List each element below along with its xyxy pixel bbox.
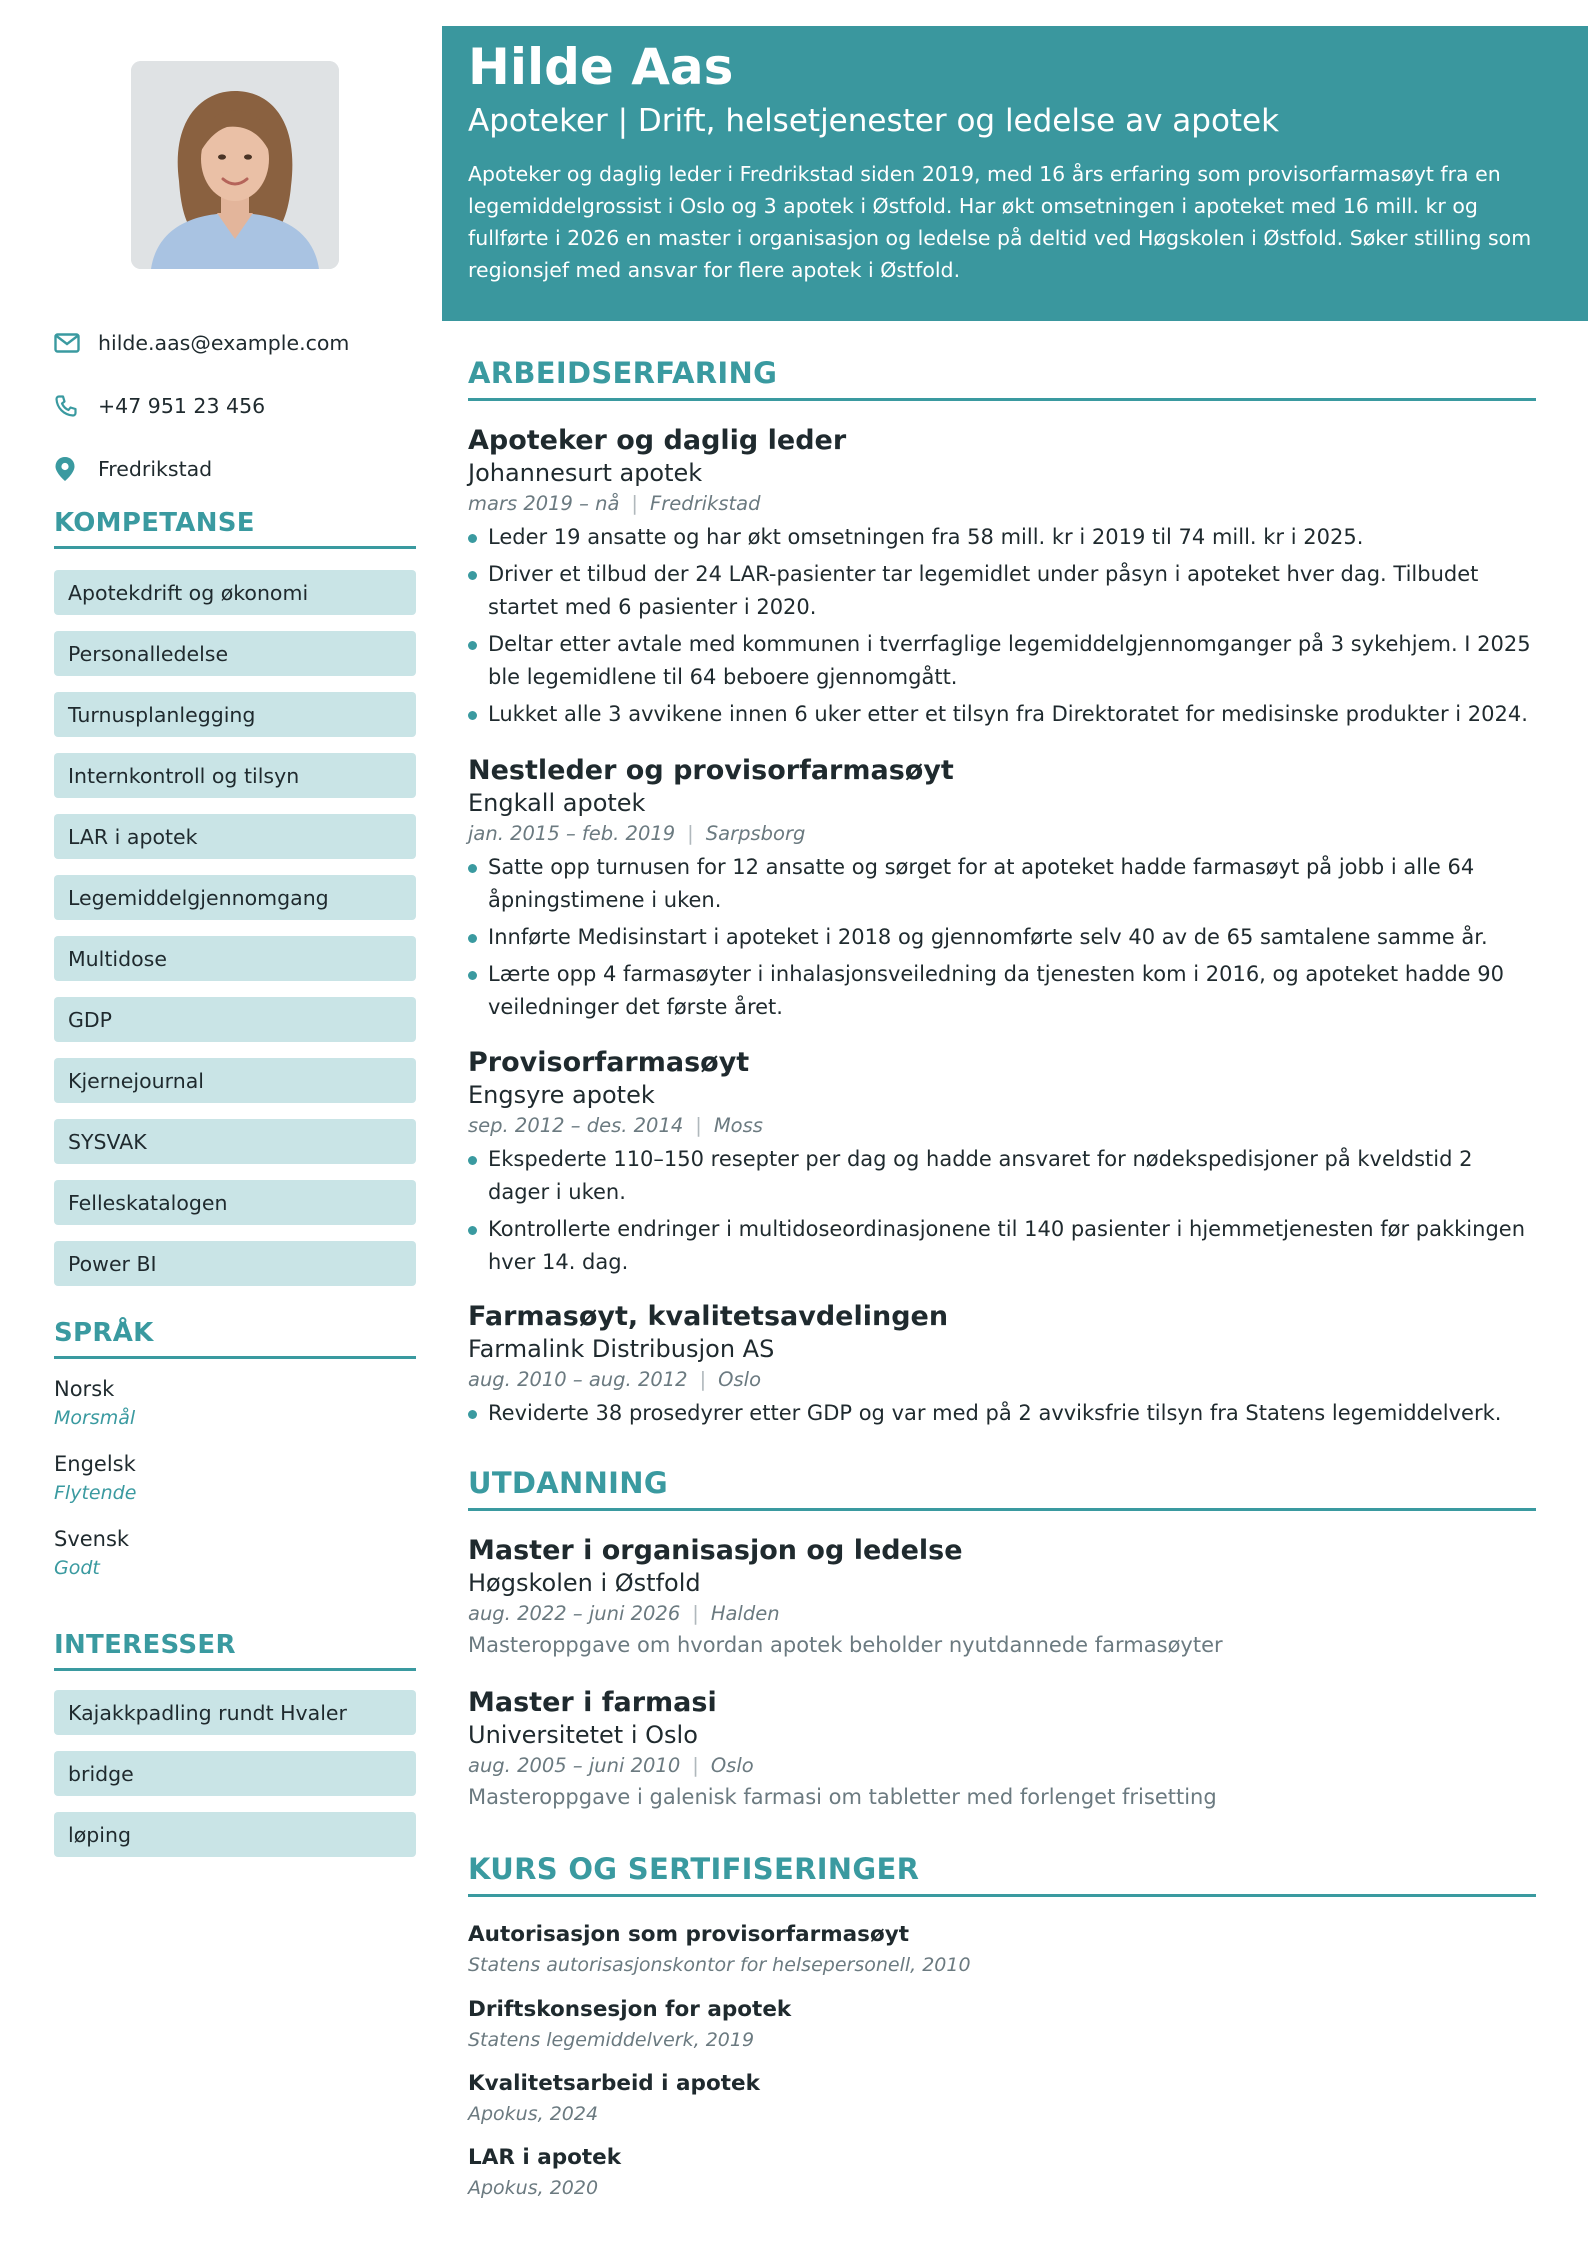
competence-chip: Turnusplanlegging <box>54 692 416 737</box>
education-entry <box>468 1534 1536 1661</box>
competence-chip: Apotekdrift og økonomi <box>54 570 416 615</box>
education-meta: aug. 2005 – juni 2010 | Oslo <box>468 1754 754 1777</box>
contact-email[interactable] <box>54 311 416 374</box>
course-item <box>468 1995 1536 2055</box>
list-item: Satte opp turnusen for 12 ansatte og sørget for at apoteket hadde farmasøyt på jobb i alle 64 åpningstimene i uken. <box>468 851 1536 917</box>
language-level: Flytende <box>54 1482 137 1504</box>
job-title: Provisorfarmasøyt <box>468 1047 750 1078</box>
location-text: Fredrikstad <box>98 456 213 481</box>
competence-heading: KOMPETANSE <box>54 508 416 549</box>
job-entry <box>468 754 1536 1028</box>
interest-list <box>54 1690 416 1873</box>
job-bullets <box>468 851 1536 1024</box>
interest-chip: løping <box>54 1812 416 1857</box>
job-place: Fredrikstad <box>649 492 761 515</box>
education-period: aug. 2005 – juni 2010 <box>468 1754 681 1777</box>
course-title: Autorisasjon som provisorfarmasøyt <box>468 1922 910 1947</box>
language-item <box>54 1452 416 1527</box>
education-entry <box>468 1686 1536 1813</box>
language-level: Morsmål <box>54 1407 136 1429</box>
education-title: Master i organisasjon og ledelse <box>468 1535 963 1566</box>
job-period: aug. 2010 – aug. 2012 <box>468 1368 688 1391</box>
competence-chip: LAR i apotek <box>54 814 416 859</box>
mail-icon <box>54 333 98 353</box>
job-place: Sarpsborg <box>705 822 806 845</box>
job-place: Oslo <box>718 1368 762 1391</box>
education-description: Masteroppgave om hvordan apotek beholder nyutdannede farmasøyter <box>468 1633 1223 1657</box>
competence-chip: Legemiddelgjennomgang <box>54 875 416 920</box>
email-text: hilde.aas@example.com <box>98 330 350 355</box>
contact-phone[interactable] <box>54 374 416 437</box>
competence-chip: Power BI <box>54 1241 416 1286</box>
job-employer: Farmalink Distribusjon AS <box>468 1335 775 1363</box>
job-title: Nestleder og provisorfarmasøyt <box>468 755 954 786</box>
profile-summary: Apoteker og daglig leder i Fredrikstad siden 2019, med 16 års erfaring som provisorfarmasøyt fra en legemiddelgrossist i Oslo og 3 apotek i Østfold. Har økt omsetningen i apoteket med 16 mill. kr og fullførte i 2026 en master i organisasjon og ledelse på deltid ved Høgskolen i Østfold. Søker stilling som regionsjef med ansvar for flere apotek i Østfold. <box>468 162 1532 283</box>
list-item: Ekspederte 110–150 resepter per dag og hadde ansvaret for nødekspedisjoner på kveldstid 2 dager i uken. <box>468 1143 1536 1209</box>
courses-heading: KURS OG SERTIFISERINGER <box>468 1852 1536 1897</box>
candidate-role: Apoteker | Drift, helsetjenester og ledelse av apotek <box>468 103 1280 139</box>
language-list <box>54 1377 416 1602</box>
list-item: Lærte opp 4 farmasøyter i inhalasjonsveiledning da tjenesten kom i 2016, og apoteket hadde 90 veiledninger det første året. <box>468 958 1536 1024</box>
job-period: jan. 2015 – feb. 2019 <box>468 822 676 845</box>
course-title: LAR i apotek <box>468 2145 622 2170</box>
competence-chip: Multidose <box>54 936 416 981</box>
list-item: Innførte Medisinstart i apoteket i 2018 og gjennomførte selv 40 av de 65 samtalene samme år. <box>468 921 1536 954</box>
competence-list <box>54 570 416 1302</box>
language-name: Svensk <box>54 1527 130 1551</box>
competence-chip: Personalledelse <box>54 631 416 676</box>
course-source: Apokus, 2020 <box>468 2177 599 2199</box>
language-item <box>54 1377 416 1452</box>
phone-icon <box>54 394 98 418</box>
interest-chip: Kajakkpadling rundt Hvaler <box>54 1690 416 1735</box>
language-item <box>54 1527 416 1602</box>
languages-heading: SPRÅK <box>54 1318 416 1359</box>
course-title: Kvalitetsarbeid i apotek <box>468 2071 760 2096</box>
job-meta: mars 2019 – nå | Fredrikstad <box>468 492 761 515</box>
job-meta: jan. 2015 – feb. 2019 | Sarpsborg <box>468 822 806 845</box>
course-source: Statens autorisasjonskontor for helsepersonell, 2010 <box>468 1954 971 1976</box>
job-employer: Engkall apotek <box>468 789 646 817</box>
contact-list <box>54 311 416 500</box>
competence-chip: GDP <box>54 997 416 1042</box>
job-bullets <box>468 1143 1536 1279</box>
candidate-name: Hilde Aas <box>468 38 734 96</box>
job-entry <box>468 1300 1536 1434</box>
job-meta: aug. 2010 – aug. 2012 | Oslo <box>468 1368 762 1391</box>
interest-chip: bridge <box>54 1751 416 1796</box>
competence-chip: Internkontroll og tilsyn <box>54 753 416 798</box>
job-bullets <box>468 521 1536 731</box>
education-heading: UTDANNING <box>468 1466 1536 1511</box>
course-item <box>468 2069 1536 2129</box>
competence-chip: SYSVAK <box>54 1119 416 1164</box>
job-employer: Johannesurt apotek <box>468 459 703 487</box>
contact-location <box>54 437 416 500</box>
job-bullets <box>468 1397 1536 1430</box>
language-level: Godt <box>54 1557 100 1579</box>
job-period: sep. 2012 – des. 2014 <box>468 1114 684 1137</box>
job-period: mars 2019 – nå <box>468 492 620 515</box>
job-place: Moss <box>713 1114 763 1137</box>
experience-heading: ARBEIDSERFARING <box>468 356 1536 401</box>
education-place: Halden <box>710 1602 780 1625</box>
profile-photo <box>131 61 339 269</box>
location-pin-icon <box>54 456 98 482</box>
list-item: Lukket alle 3 avvikene innen 6 uker etter et tilsyn fra Direktoratet for medisinske produkter i 2024. <box>468 698 1536 731</box>
course-item <box>468 1920 1536 1980</box>
list-item: Leder 19 ansatte og har økt omsetningen fra 58 mill. kr i 2019 til 74 mill. kr i 2025. <box>468 521 1536 554</box>
education-meta: aug. 2022 – juni 2026 | Halden <box>468 1602 780 1625</box>
competence-chip: Kjernejournal <box>54 1058 416 1103</box>
phone-text: +47 951 23 456 <box>98 393 266 418</box>
education-period: aug. 2022 – juni 2026 <box>468 1602 681 1625</box>
list-item: Deltar etter avtale med kommunen i tverrfaglige legemiddelgjennomganger på 3 sykehjem. I 2025 ble legemidlene til 64 beboere gjennomgått. <box>468 628 1536 694</box>
course-title: Driftskonsesjon for apotek <box>468 1997 792 2022</box>
education-school: Høgskolen i Østfold <box>468 1569 701 1597</box>
course-source: Apokus, 2024 <box>468 2103 599 2125</box>
interests-heading: INTERESSER <box>54 1630 416 1671</box>
competence-chip: Felleskatalogen <box>54 1180 416 1225</box>
education-place: Oslo <box>710 1754 754 1777</box>
education-school: Universitetet i Oslo <box>468 1721 698 1749</box>
list-item: Reviderte 38 prosedyrer etter GDP og var med på 2 avviksfrie tilsyn fra Statens legemiddelverk. <box>468 1397 1536 1430</box>
list-item: Driver et tilbud der 24 LAR-pasienter tar legemidlet under påsyn i apoteket hver dag. Tilbudet startet med 6 pasienter i 2020. <box>468 558 1536 624</box>
job-title: Farmasøyt, kvalitetsavdelingen <box>468 1301 949 1332</box>
list-item: Kontrollerte endringer i multidoseordinasjonene til 140 pasienter i hjemmetjenesten før pakkingen hver 14. dag. <box>468 1213 1536 1279</box>
header-banner <box>442 26 1588 321</box>
language-name: Engelsk <box>54 1452 136 1476</box>
job-entry <box>468 1046 1536 1283</box>
course-source: Statens legemiddelverk, 2019 <box>468 2029 755 2051</box>
job-employer: Engsyre apotek <box>468 1081 655 1109</box>
job-entry <box>468 424 1536 735</box>
education-description: Masteroppgave i galenisk farmasi om tabletter med forlenget frisetting <box>468 1785 1217 1809</box>
job-meta: sep. 2012 – des. 2014 | Moss <box>468 1114 763 1137</box>
language-name: Norsk <box>54 1377 115 1401</box>
job-title: Apoteker og daglig leder <box>468 425 847 456</box>
course-item <box>468 2143 1536 2203</box>
education-title: Master i farmasi <box>468 1687 717 1718</box>
